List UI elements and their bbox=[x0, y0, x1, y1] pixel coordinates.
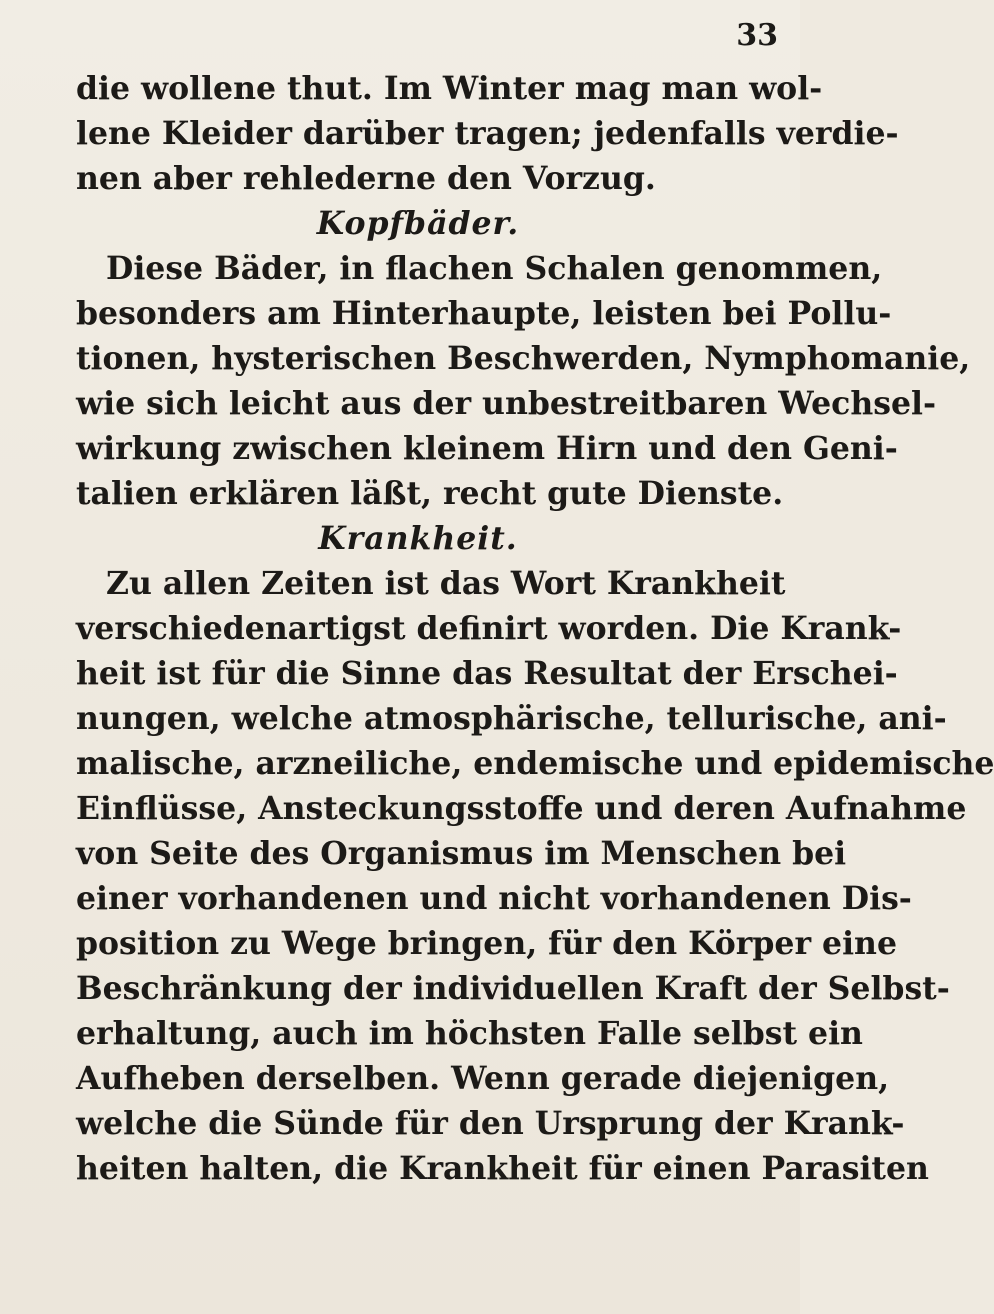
text-line: von Seite des Organismus im Menschen bei bbox=[76, 835, 847, 872]
text-line: heiten halten, die Krankheit für einen Parasiten bbox=[76, 1150, 929, 1187]
text-line: Zu allen Zeiten ist das Wort Krankheit bbox=[106, 565, 786, 602]
text-line: verschiedenartigst definirt worden. Die Krank- bbox=[76, 610, 902, 647]
text-line: Diese Bäder, in flachen Schalen genommen, bbox=[106, 250, 883, 287]
section-heading-krankheit: Krankheit. bbox=[318, 520, 518, 557]
text-line: einer vorhandenen und nicht vorhandenen Dis- bbox=[76, 880, 912, 917]
text-line: heit ist für die Sinne das Resultat der Erschei- bbox=[76, 655, 898, 692]
text-line: wirkung zwischen kleinem Hirn und den Geni- bbox=[76, 430, 898, 467]
text-line: erhaltung, auch im höchsten Falle selbst ein bbox=[76, 1015, 863, 1052]
page-number: 33 bbox=[736, 18, 778, 53]
section-heading-kopfbaeder: Kopfbäder. bbox=[316, 205, 520, 242]
text-line: position zu Wege bringen, für den Körper eine bbox=[76, 925, 897, 962]
text-line: besonders am Hinterhaupte, leisten bei Pollu- bbox=[76, 295, 892, 332]
text-line: nungen, welche atmosphärische, tellurische, ani- bbox=[76, 700, 947, 737]
text-line: Aufheben derselben. Wenn gerade diejenigen, bbox=[76, 1060, 890, 1097]
text-line: die wollene thut. Im Winter mag man wol- bbox=[76, 70, 823, 107]
body-text bbox=[76, 66, 994, 1191]
text-line: Beschränkung der individuellen Kraft der Selbst- bbox=[76, 970, 950, 1007]
text-line: malische, arzneiliche, endemische und epidemische bbox=[76, 745, 994, 782]
text-line: talien erklären läßt, recht gute Dienste. bbox=[76, 475, 784, 512]
text-line: welche die Sünde für den Ursprung der Krank- bbox=[76, 1105, 905, 1142]
text-line: nen aber rehlederne den Vorzug. bbox=[76, 160, 656, 197]
text-line: wie sich leicht aus der unbestreitbaren Wechsel- bbox=[76, 385, 937, 422]
text-line: lene Kleider darüber tragen; jedenfalls verdie- bbox=[76, 115, 899, 152]
text-line: Einflüsse, Ansteckungsstoffe und deren Aufnahme bbox=[76, 790, 967, 827]
text-line: tionen, hysterischen Beschwerden, Nymphomanie, bbox=[76, 340, 971, 377]
